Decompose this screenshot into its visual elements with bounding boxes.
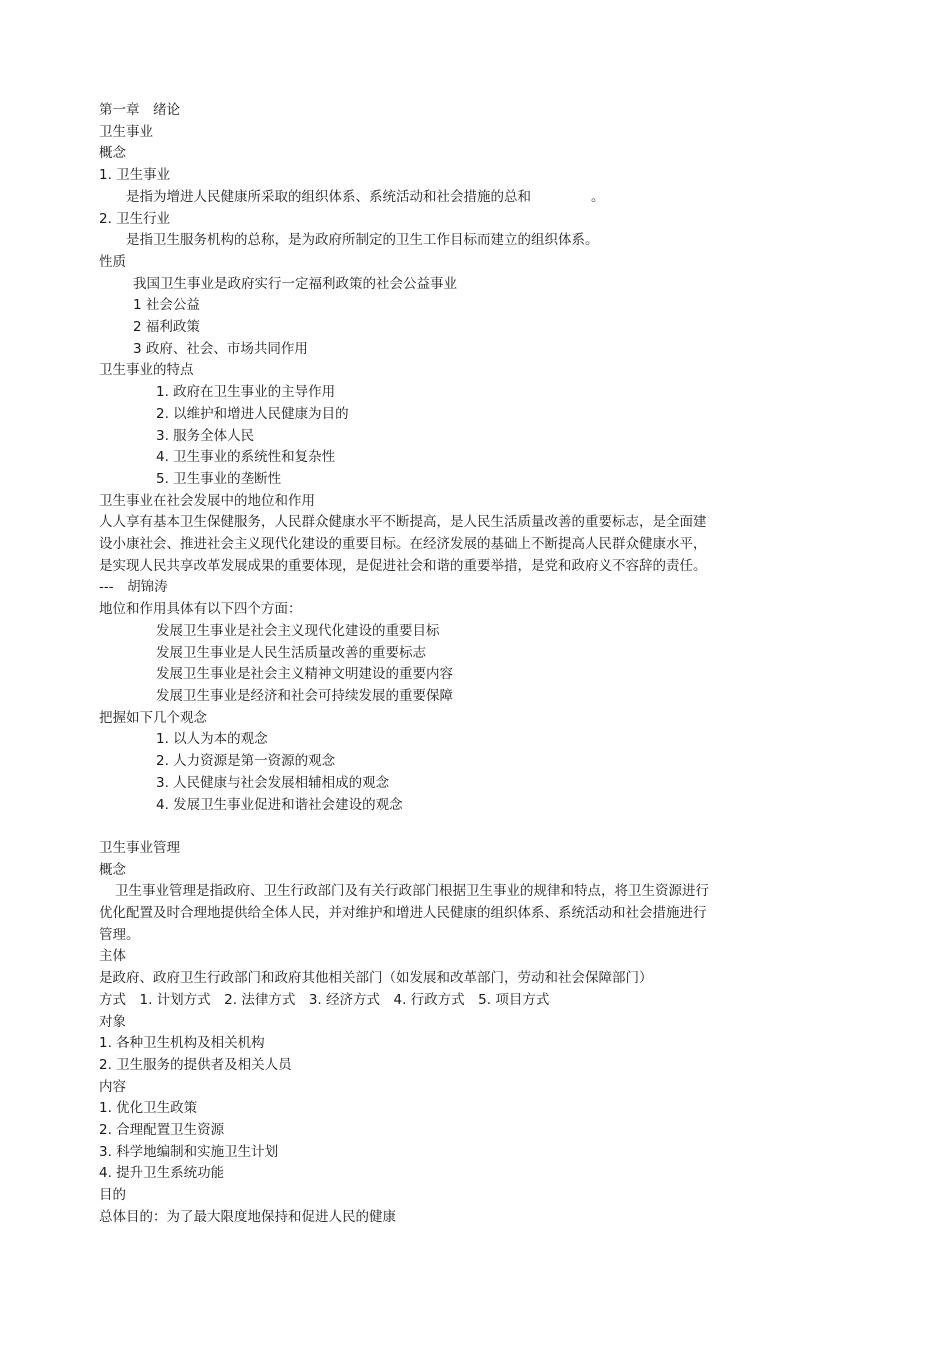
subject-text: 是政府、政府卫生行政部门和政府其他相关部门（如发展和改革部门，劳动和社会保障部门） bbox=[99, 970, 653, 987]
object-heading: 对象 bbox=[99, 1013, 126, 1030]
object-item: 2. 卫生服务的提供者及相关人员 bbox=[99, 1056, 292, 1073]
feature-item: 4. 卫生事业的系统性和复杂性 bbox=[156, 449, 336, 466]
management-concept-line: 管理。 bbox=[99, 926, 140, 943]
definition-text-1: 是指为增进人民健康所采取的组织体系、系统活动和社会措施的总和 。 bbox=[126, 188, 605, 205]
content-item: 2. 合理配置卫生资源 bbox=[99, 1122, 225, 1139]
section-title-management: 卫生事业管理 bbox=[99, 839, 180, 856]
section-title-health-undertaking: 卫生事业 bbox=[99, 123, 153, 140]
view-item: 4. 发展卫生事业促进和谐社会建设的观念 bbox=[156, 796, 403, 813]
role-aspect-item: 发展卫生事业是社会主义精神文明建设的重要内容 bbox=[156, 666, 453, 683]
role-heading: 卫生事业在社会发展中的地位和作用 bbox=[99, 492, 315, 509]
role-quote-author: --- 胡锦涛 bbox=[99, 579, 168, 596]
management-concept-line: 卫生事业管理是指政府、卫生行政部门及有关行政部门根据卫生事业的规律和特点，将卫生资源进行 bbox=[115, 883, 709, 900]
views-heading: 把握如下几个观念 bbox=[99, 709, 207, 726]
blank-line bbox=[99, 816, 779, 838]
goal-text: 总体目的：为了最大限度地保持和促进人民的健康 bbox=[99, 1208, 396, 1225]
nature-item: 1 社会公益 bbox=[133, 297, 200, 314]
role-quote-line: 设小康社会、推进社会主义现代化建设的重要目标。在经济发展的基础上不断提高人民群众健康水平， bbox=[99, 536, 707, 553]
feature-item: 3. 服务全体人民 bbox=[156, 427, 255, 444]
definition-text-2: 是指卫生服务机构的总称，是为政府所制定的卫生工作目标而建立的组织体系。 bbox=[126, 232, 599, 249]
content-item: 1. 优化卫生政策 bbox=[99, 1100, 198, 1117]
view-item: 1. 以人为本的观念 bbox=[156, 731, 268, 748]
role-aspect-item: 发展卫生事业是经济和社会可持续发展的重要保障 bbox=[156, 687, 453, 704]
definition-title-2: 2. 卫生行业 bbox=[99, 210, 171, 227]
methods-line: 方式 1. 计划方式 2. 法律方式 3. 经济方式 4. 行政方式 5. 项目方式 bbox=[99, 991, 550, 1008]
nature-item: 3 政府、社会、市场共同作用 bbox=[133, 340, 308, 357]
features-heading: 卫生事业的特点 bbox=[99, 362, 194, 379]
nature-text: 我国卫生事业是政府实行一定福利政策的社会公益事业 bbox=[133, 275, 457, 292]
concept-heading: 概念 bbox=[99, 145, 126, 162]
definition-title-1: 1. 卫生事业 bbox=[99, 167, 171, 184]
management-concept-line: 优化配置及时合理地提供给全体人民，并对维护和增进人民健康的组织体系、系统活动和社会措施进行 bbox=[99, 905, 707, 921]
role-aspect-item: 发展卫生事业是人民生活质量改善的重要标志 bbox=[156, 644, 426, 661]
object-item: 1. 各种卫生机构及相关机构 bbox=[99, 1035, 265, 1052]
goal-heading: 目的 bbox=[99, 1187, 126, 1204]
content-heading: 内容 bbox=[99, 1078, 126, 1095]
nature-heading: 性质 bbox=[99, 253, 126, 270]
content-item: 4. 提升卫生系统功能 bbox=[99, 1165, 225, 1182]
view-item: 2. 人力资源是第一资源的观念 bbox=[156, 753, 336, 770]
role-aspects-heading: 地位和作用具体有以下四个方面： bbox=[99, 601, 302, 618]
document-body bbox=[99, 100, 779, 1229]
view-item: 3. 人民健康与社会发展相辅相成的观念 bbox=[156, 774, 390, 791]
subject-heading: 主体 bbox=[99, 948, 126, 965]
feature-item: 1. 政府在卫生事业的主导作用 bbox=[156, 384, 336, 401]
chapter-title: 第一章 绪论 bbox=[99, 102, 180, 118]
content-item: 3. 科学地编制和实施卫生计划 bbox=[99, 1143, 279, 1160]
nature-item: 2 福利政策 bbox=[133, 319, 200, 336]
feature-item: 2. 以维护和增进人民健康为目的 bbox=[156, 405, 349, 422]
management-concept-heading: 概念 bbox=[99, 861, 126, 878]
role-aspect-item: 发展卫生事业是社会主义现代化建设的重要目标 bbox=[156, 622, 440, 639]
role-quote-line: 人人享有基本卫生保健服务，人民群众健康水平不断提高，是人民生活质量改善的重要标志，是全面建 bbox=[99, 514, 707, 531]
feature-item: 5. 卫生事业的垄断性 bbox=[156, 470, 282, 487]
role-quote-line: 是实现人民共享改革发展成果的重要体现，是促进社会和谐的重要举措，是党和政府义不容辞的责任。 bbox=[99, 557, 707, 574]
